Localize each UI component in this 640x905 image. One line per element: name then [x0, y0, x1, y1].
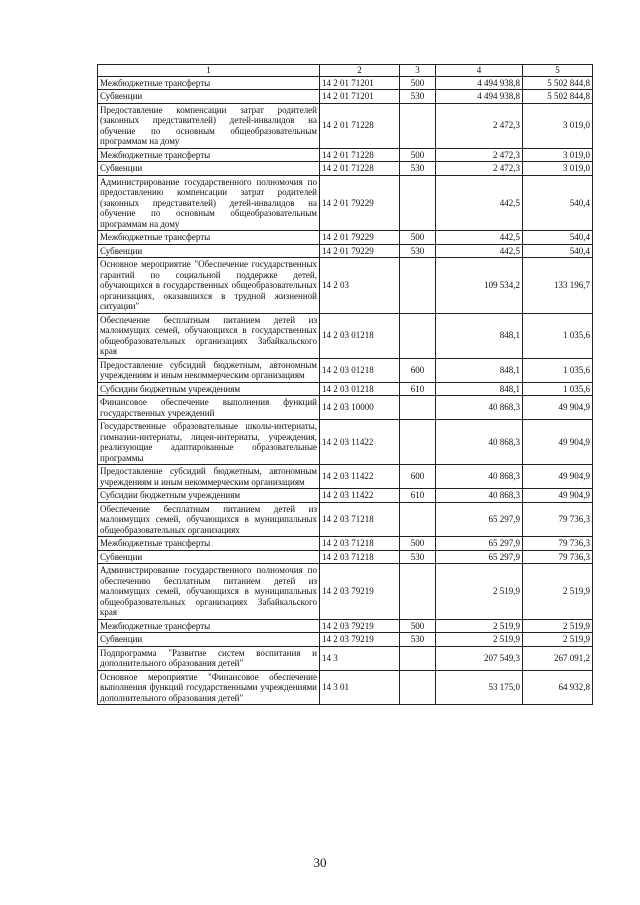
row-expense-type-cell — [400, 564, 436, 620]
column-header: 2 — [320, 65, 400, 77]
table-body — [98, 76, 593, 705]
row-code-cell: 14 3 01 — [320, 670, 400, 705]
row-code-cell: 14 2 01 79229 — [320, 244, 400, 258]
row-code-cell: 14 2 03 71218 — [320, 537, 400, 551]
row-amount-year2-cell: 79 736,3 — [523, 537, 593, 551]
table-row — [98, 396, 593, 420]
table-row — [98, 465, 593, 489]
table-row — [98, 550, 593, 564]
row-name-cell: Межбюджетные трансферты — [98, 231, 320, 245]
row-name-cell: Предоставление компенсации затрат родителей (законных представителей) детей-инвалидов на обучение по основным общеобразовательным программам на дому — [98, 103, 320, 148]
table-row — [98, 244, 593, 258]
row-name-cell: Субвенции — [98, 633, 320, 647]
row-name-cell: Предоставление субсидий бюджетным, автономным учреждениям и иным некоммерческим организациям — [98, 358, 320, 382]
table-row — [98, 382, 593, 396]
page-number: 30 — [313, 855, 327, 870]
table-row — [98, 103, 593, 148]
row-code-cell: 14 2 03 11422 — [320, 489, 400, 503]
row-amount-year2-cell: 5 502 844,8 — [523, 90, 593, 104]
table-row — [98, 258, 593, 314]
row-amount-year1-cell: 109 534,2 — [436, 258, 523, 314]
table-row — [98, 313, 593, 358]
row-amount-year2-cell: 3 019,0 — [523, 103, 593, 148]
row-code-cell: 14 2 03 71218 — [320, 502, 400, 537]
row-amount-year2-cell: 2 519,9 — [523, 619, 593, 633]
row-expense-type-cell: 530 — [400, 244, 436, 258]
row-code-cell: 14 2 03 01218 — [320, 313, 400, 358]
row-code-cell: 14 2 01 79229 — [320, 231, 400, 245]
row-amount-year2-cell: 1 035,6 — [523, 382, 593, 396]
row-expense-type-cell: 530 — [400, 90, 436, 104]
row-amount-year1-cell: 40 868,3 — [436, 396, 523, 420]
row-code-cell: 14 2 01 79229 — [320, 175, 400, 231]
row-expense-type-cell — [400, 646, 436, 670]
row-name-cell: Субсидии бюджетным учреждениям — [98, 489, 320, 503]
row-expense-type-cell: 500 — [400, 231, 436, 245]
row-amount-year2-cell: 79 736,3 — [523, 502, 593, 537]
table-row — [98, 76, 593, 90]
row-amount-year1-cell: 848,1 — [436, 358, 523, 382]
row-name-cell: Администрирование государственного полномочия по предоставлению компенсации затрат родителей (законных представителей) детей-инвалидов на обучение по основным общеобразовательным программам на дому — [98, 175, 320, 231]
row-amount-year2-cell: 1 035,6 — [523, 313, 593, 358]
row-expense-type-cell — [400, 313, 436, 358]
row-code-cell: 14 2 03 01218 — [320, 358, 400, 382]
row-amount-year2-cell: 3 019,0 — [523, 148, 593, 162]
table-row — [98, 646, 593, 670]
row-expense-type-cell: 610 — [400, 489, 436, 503]
row-expense-type-cell: 500 — [400, 148, 436, 162]
row-expense-type-cell: 500 — [400, 619, 436, 633]
row-amount-year1-cell: 442,5 — [436, 231, 523, 245]
row-amount-year1-cell: 442,5 — [436, 244, 523, 258]
row-amount-year2-cell: 49 904,9 — [523, 396, 593, 420]
row-amount-year1-cell: 2 519,9 — [436, 619, 523, 633]
row-name-cell: Основное мероприятие "Финансовое обеспечение выполнения функций государственными учреждениями дополнительного образования детей" — [98, 670, 320, 705]
table-row — [98, 358, 593, 382]
table-row — [98, 670, 593, 705]
table-row — [98, 537, 593, 551]
row-name-cell: Межбюджетные трансферты — [98, 148, 320, 162]
table-row — [98, 564, 593, 620]
row-code-cell: 14 2 03 01218 — [320, 382, 400, 396]
row-name-cell: Предоставление субсидий бюджетным, автономным учреждениям и иным некоммерческим организациям — [98, 465, 320, 489]
row-expense-type-cell — [400, 396, 436, 420]
row-name-cell: Субсидии бюджетным учреждениям — [98, 382, 320, 396]
row-amount-year1-cell: 40 868,3 — [436, 465, 523, 489]
table-row — [98, 175, 593, 231]
row-expense-type-cell: 500 — [400, 537, 436, 551]
row-name-cell: Подпрограмма "Развитие систем воспитания и дополнительного образования детей" — [98, 646, 320, 670]
row-name-cell: Субвенции — [98, 90, 320, 104]
row-amount-year1-cell: 65 297,9 — [436, 550, 523, 564]
row-name-cell: Государственные образовательные школы-интернаты, гимназии-интернаты, лицеи-интернаты, учреждения, реализующие адаптированные образовательные программы — [98, 420, 320, 465]
row-amount-year2-cell: 3 019,0 — [523, 162, 593, 176]
row-expense-type-cell — [400, 502, 436, 537]
table-row — [98, 619, 593, 633]
row-amount-year2-cell: 133 196,7 — [523, 258, 593, 314]
header-row — [98, 65, 593, 77]
row-expense-type-cell: 530 — [400, 633, 436, 647]
column-header: 5 — [523, 65, 593, 77]
row-name-cell: Обеспечение бесплатным питанием детей из малоимущих семей, обучающихся в государственных общеобразовательных организациях Забайкальского края — [98, 313, 320, 358]
row-amount-year2-cell: 49 904,9 — [523, 420, 593, 465]
row-amount-year2-cell: 267 091,2 — [523, 646, 593, 670]
row-amount-year1-cell: 2 519,9 — [436, 564, 523, 620]
row-amount-year1-cell: 2 472,3 — [436, 162, 523, 176]
table-row — [98, 420, 593, 465]
row-amount-year1-cell: 4 494 938,8 — [436, 90, 523, 104]
row-expense-type-cell — [400, 258, 436, 314]
row-code-cell: 14 2 03 79219 — [320, 564, 400, 620]
row-name-cell: Основное мероприятие "Обеспечение государственных гарантий по социальной поддержке детей, обучающихся в государственных общеобразовательных организациях, оказавшихся в трудной жизненной ситуации" — [98, 258, 320, 314]
row-amount-year2-cell: 2 519,9 — [523, 564, 593, 620]
row-amount-year2-cell: 540,4 — [523, 231, 593, 245]
budget-table — [97, 64, 593, 705]
row-expense-type-cell — [400, 175, 436, 231]
row-code-cell: 14 3 — [320, 646, 400, 670]
row-name-cell: Межбюджетные трансферты — [98, 76, 320, 90]
table-row — [98, 489, 593, 503]
row-code-cell: 14 2 01 71228 — [320, 148, 400, 162]
row-name-cell: Межбюджетные трансферты — [98, 619, 320, 633]
table-row — [98, 148, 593, 162]
row-name-cell: Администрирование государственного полномочия по обеспечению бесплатным питанием детей из малоимущих семей, обучающихся в муниципальных общеобразовательных организациях Забайкальского края — [98, 564, 320, 620]
row-expense-type-cell: 600 — [400, 358, 436, 382]
row-code-cell: 14 2 03 10000 — [320, 396, 400, 420]
row-name-cell: Межбюджетные трансферты — [98, 537, 320, 551]
row-amount-year2-cell: 540,4 — [523, 175, 593, 231]
table-row — [98, 231, 593, 245]
table-row — [98, 90, 593, 104]
row-amount-year1-cell: 65 297,9 — [436, 537, 523, 551]
row-code-cell: 14 2 03 79219 — [320, 619, 400, 633]
row-code-cell: 14 2 03 11422 — [320, 420, 400, 465]
row-code-cell: 14 2 01 71201 — [320, 90, 400, 104]
row-code-cell: 14 2 03 11422 — [320, 465, 400, 489]
row-name-cell: Финансовое обеспечение выполнения функций государственных учреждений — [98, 396, 320, 420]
row-code-cell: 14 2 01 71228 — [320, 103, 400, 148]
row-expense-type-cell — [400, 420, 436, 465]
row-code-cell: 14 2 01 71201 — [320, 76, 400, 90]
row-amount-year2-cell: 79 736,3 — [523, 550, 593, 564]
row-code-cell: 14 2 03 71218 — [320, 550, 400, 564]
row-amount-year1-cell: 442,5 — [436, 175, 523, 231]
row-expense-type-cell — [400, 670, 436, 705]
row-amount-year1-cell: 2 519,9 — [436, 633, 523, 647]
row-amount-year1-cell: 53 175,0 — [436, 670, 523, 705]
row-amount-year1-cell: 848,1 — [436, 382, 523, 396]
row-name-cell: Субвенции — [98, 550, 320, 564]
row-expense-type-cell: 530 — [400, 550, 436, 564]
row-amount-year1-cell: 207 549,3 — [436, 646, 523, 670]
row-amount-year1-cell: 40 868,3 — [436, 489, 523, 503]
row-amount-year2-cell: 2 519,9 — [523, 633, 593, 647]
column-header: 1 — [98, 65, 320, 77]
row-amount-year2-cell: 64 932,8 — [523, 670, 593, 705]
row-amount-year1-cell: 2 472,3 — [436, 148, 523, 162]
row-name-cell: Обеспечение бесплатным питанием детей из малоимущих семей, обучающихся в муниципальных общеобразовательных организациях — [98, 502, 320, 537]
row-code-cell: 14 2 01 71228 — [320, 162, 400, 176]
column-header: 3 — [400, 65, 436, 77]
table-row — [98, 162, 593, 176]
row-amount-year1-cell: 848,1 — [436, 313, 523, 358]
row-code-cell: 14 2 03 79219 — [320, 633, 400, 647]
row-amount-year2-cell: 49 904,9 — [523, 489, 593, 503]
row-expense-type-cell: 530 — [400, 162, 436, 176]
row-amount-year2-cell: 5 502 844,8 — [523, 76, 593, 90]
row-amount-year2-cell: 1 035,6 — [523, 358, 593, 382]
row-code-cell: 14 2 03 — [320, 258, 400, 314]
row-name-cell: Субвенции — [98, 162, 320, 176]
column-header: 4 — [436, 65, 523, 77]
table-row — [98, 633, 593, 647]
row-amount-year2-cell: 540,4 — [523, 244, 593, 258]
row-expense-type-cell: 500 — [400, 76, 436, 90]
row-name-cell: Субвенции — [98, 244, 320, 258]
row-expense-type-cell: 610 — [400, 382, 436, 396]
row-expense-type-cell: 600 — [400, 465, 436, 489]
table-row — [98, 502, 593, 537]
row-amount-year2-cell: 49 904,9 — [523, 465, 593, 489]
row-expense-type-cell — [400, 103, 436, 148]
row-amount-year1-cell: 4 494 938,8 — [436, 76, 523, 90]
row-amount-year1-cell: 2 472,3 — [436, 103, 523, 148]
row-amount-year1-cell: 40 868,3 — [436, 420, 523, 465]
row-amount-year1-cell: 65 297,9 — [436, 502, 523, 537]
